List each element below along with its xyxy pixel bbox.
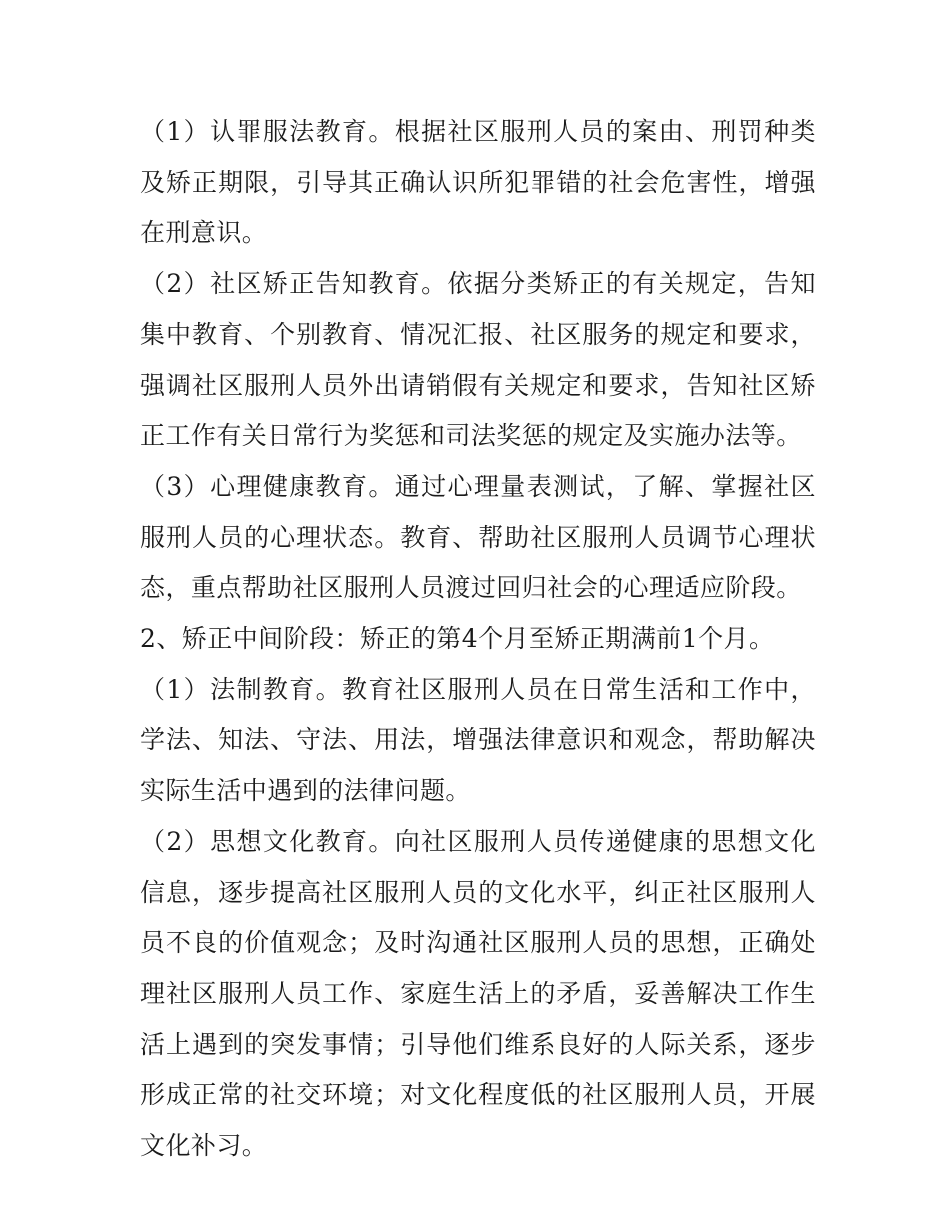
section-heading-middle-stage: 2、矫正中间阶段：矫正的第4个月至矫正期满前1个月。 [140, 624, 775, 654]
paragraph-plea-law-education: （1）认罪服法教育。根据社区服刑人员的案由、刑罚种类及矫正期限，引导其正确认识所犯罪错的社会危害性，增强在刑意识。 [140, 117, 816, 248]
paragraph-correction-notification-education: （2）社区矫正告知教育。依据分类矫正的有关规定，告知集中教育、个别教育、情况汇报、社区服务的规定和要求，强调社区服刑人员外出请销假有关规定和要求，告知社区矫正工作有关日常行为奖惩和司法奖惩的规定及实施办法等。 [140, 269, 816, 451]
document-body [140, 107, 816, 1172]
paragraph-ideology-culture-education: （2）思想文化教育。向社区服刑人员传递健康的思想文化信息，逐步提高社区服刑人员的文化水平，纠正社区服刑人员不良的价值观念；及时沟通社区服刑人员的思想，正确处理社区服刑人员工作、家庭生活上的矛盾，妥善解决工作生活上遇到的突发事情；引导他们维系良好的人际关系，逐步形成正常的社交环境；对文化程度低的社区服刑人员，开展文化补习。 [140, 826, 816, 1161]
paragraph-mental-health-education: （3）心理健康教育。通过心理量表测试，了解、掌握社区服刑人员的心理状态。教育、帮助社区服刑人员调节心理状态，重点帮助社区服刑人员渡过回归社会的心理适应阶段。 [140, 471, 816, 603]
paragraph-legal-education: （1）法制教育。教育社区服刑人员在日常生活和工作中，学法、知法、守法、用法，增强法律意识和观念，帮助解决实际生活中遇到的法律问题。 [140, 674, 816, 806]
